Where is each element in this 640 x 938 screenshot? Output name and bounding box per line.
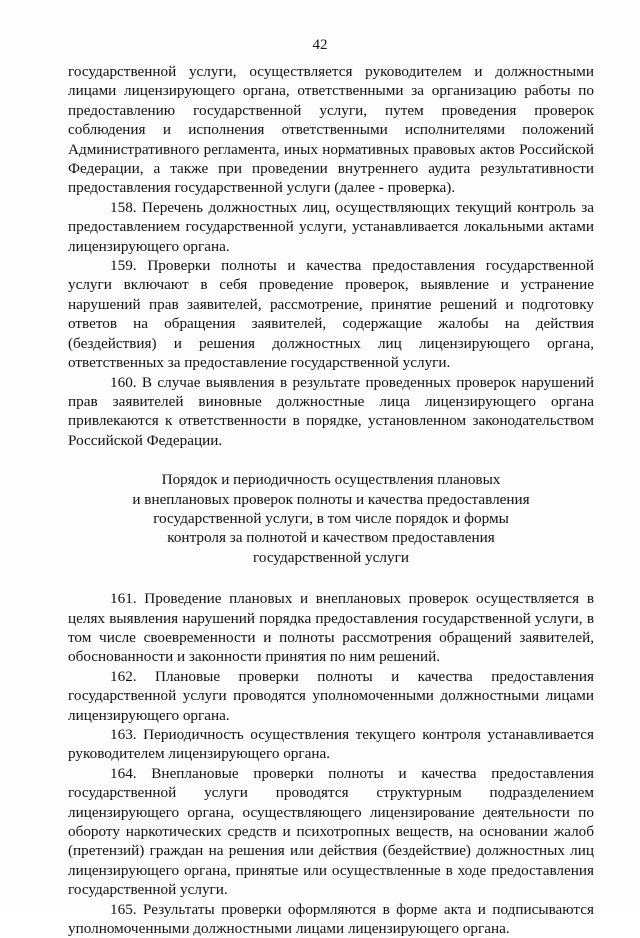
paragraph-161: 161. Проведение плановых и внеплановых проверок осуществляется в целях выявления нарушений порядка предоставления государственной услуги, в том числе своевременности и полноты рассмотрения обращений заявителей, обоснованности и законности принятия по ним решений. — [68, 590, 594, 666]
section-heading-line: и внеплановых проверок полноты и качества предоставления — [132, 490, 530, 508]
paragraph-165: 165. Результаты проверки оформляются в форме акта и подписываются уполномоченными должностными лицами лицензирующего органа. — [68, 900, 594, 938]
paragraph-162: 162. Плановые проверки полноты и качества предоставления государственной услуги проводятся уполномоченными должностными лицами лицензирующего органа. — [68, 667, 594, 724]
paragraph-157-continuation: государственной услуги, осуществляется руководителем и должностными лицами лицензирующего органа, ответственными за организацию работы по предоставлению государственной услуги, путем проведения проверок соблюдения и исполнения ответственными исполнителями положений Административного регламента, иных нормативных правовых актов Российской Федерации, а также при проведении внутреннего аудита результативности предоставления государственной услуги (далее - проверка). — [68, 63, 594, 197]
section-heading-line: Порядок и периодичность осуществления плановых — [161, 471, 501, 489]
section-heading — [68, 470, 594, 567]
section-heading-line: государственной услуги, в том числе порядок и формы — [153, 509, 509, 527]
paragraph-163: 163. Периодичность осуществления текущего контроля устанавливается руководителем лицензирующего органа. — [68, 726, 594, 763]
page-number: 42 — [312, 37, 328, 53]
paragraph-160: 160. В случае выявления в результате проведенных проверок нарушений прав заявителей виновные должностные лица лицензирующего органа привлекаются к ответственности в порядке, установленном законодательством Российской Федерации. — [68, 373, 594, 449]
paragraph-159: 159. Проверки полноты и качества предоставления государственной услуги включают в себя проведение проверок, выявление и устранение нарушений прав заявителей, рассмотрение, принятие решений и подготовку ответов на обращения заявителей, содержащие жалобы на действия (бездействия) и решения должностных лиц лицензирующего органа, ответственных за предоставление государственной услуги. — [68, 257, 594, 372]
document-body — [68, 62, 594, 938]
section-heading-line: государственной услуги — [253, 548, 409, 566]
paragraph-164: 164. Внеплановые проверки полноты и качества предоставления государственной услуги проводятся структурным подразделением лицензирующего органа, осуществляющего лицензирование деятельности по обороту наркотических средств и психотропных веществ, на основании жалоб (претензий) граждан на решения или действия (бездействие) должностных лиц лицензирующего органа, принятые или осуществленные в ходе предоставления государственной услуги. — [68, 764, 594, 899]
paragraph-158: 158. Перечень должностных лиц, осуществляющих текущий контроль за предоставлением государственной услуги, устанавливается локальными актами лицензирующего органа. — [68, 198, 594, 255]
section-heading-line: контроля за полнотой и качеством предоставления — [167, 529, 495, 547]
